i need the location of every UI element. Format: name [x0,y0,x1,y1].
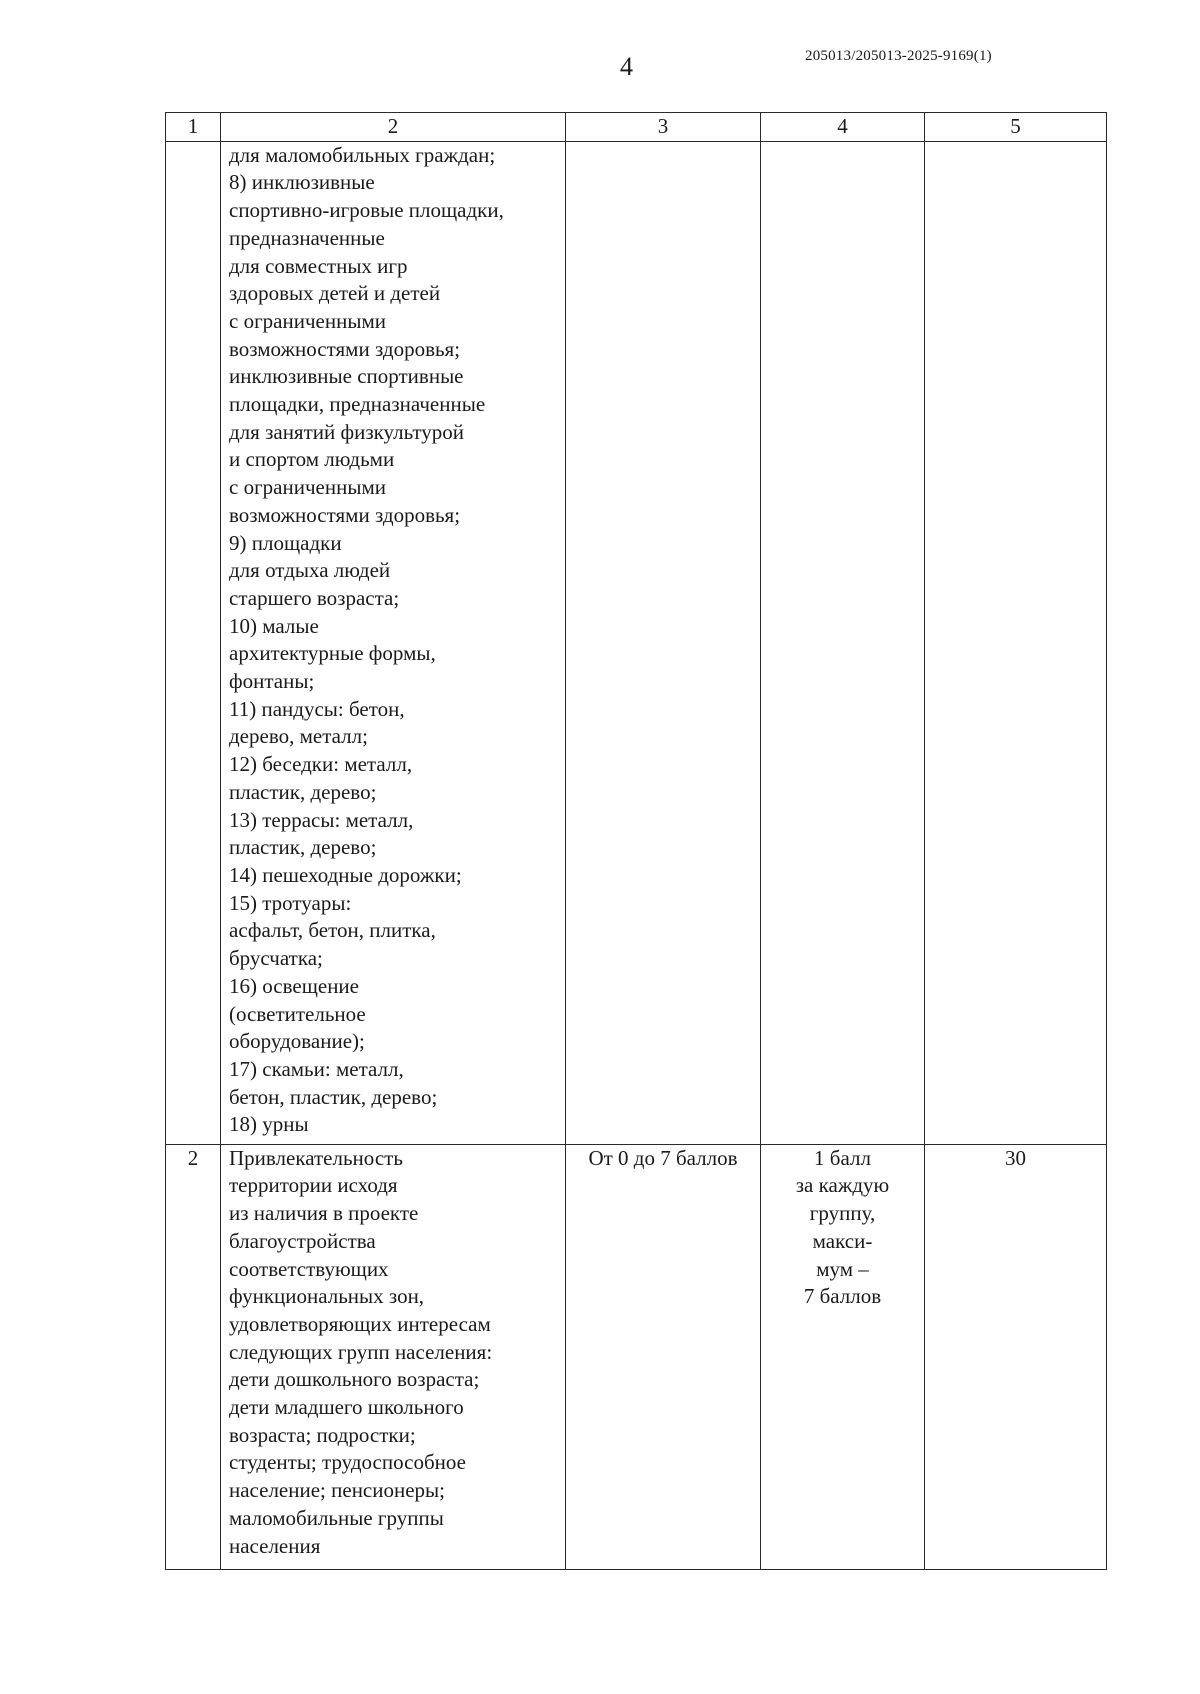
description-line: 12) беседки: металл, [229,752,413,777]
description-line: бетон, пластик, дерево; [229,1084,438,1109]
description-line: соответствующих [229,1256,389,1281]
score-rule-line: группу, [809,1201,876,1226]
description-line: с ограниченными [229,308,386,333]
description-line: площадки, предназначенные [229,392,486,417]
column-header-5: 5 [925,113,1107,142]
description-line: 10) малые [229,613,319,638]
description-line: студенты; трудоспособное [229,1450,466,1475]
column-header-1: 1 [166,113,221,142]
row-2-number: 2 [166,1144,221,1569]
description-line: маломобильные группы [229,1505,444,1530]
row-2-score-rule [761,1144,925,1569]
description-line: 8) инклюзивные [229,170,375,195]
page-number: 4 [620,52,633,81]
table-row-2 [166,1144,1107,1569]
description-line: 17) скамьи: металл, [229,1056,404,1081]
description-line: с ограниченными [229,475,386,500]
description-line: 13) террасы: металл, [229,807,414,832]
description-line: инклюзивные спортивные [229,364,464,389]
description-line: дерево, металл; [229,724,368,749]
description-line: фонтаны; [229,669,315,694]
column-header-3: 3 [566,113,761,142]
description-line: следующих групп населения: [229,1339,493,1364]
description-line: 15) тротуары: [229,890,352,915]
description-line: 14) пешеходные дорожки; [229,862,462,887]
description-line: Привлекательность [229,1145,403,1170]
description-line: дети младшего школьного [229,1395,464,1420]
row-2-weight: 30 [925,1144,1107,1569]
description-line: территории исходя [229,1173,398,1198]
description-line: возможностями здоровья; [229,502,461,527]
description-line: пластик, дерево; [229,835,377,860]
description-line: (осветительное [229,1001,366,1026]
document-id: 205013/205013-2025-9169(1) [805,48,992,64]
description-line: для занятий физкультурой [229,419,465,444]
row-continued-col5 [925,141,1107,1144]
row-continued-col1 [166,141,221,1144]
row-continued-description [221,141,566,1144]
description-line: для отдыха людей [229,558,391,583]
row-2-description [221,1144,566,1569]
column-header-4: 4 [761,113,925,142]
description-line: 18) урны [229,1112,309,1137]
description-line: старшего возраста; [229,585,400,610]
row-2-score-range: От 0 до 7 баллов [566,1144,761,1569]
score-rule-line: за каждую [795,1173,890,1198]
description-line: для маломобильных граждан; [229,142,496,167]
description-line: пластик, дерево; [229,779,377,804]
description-line: благоустройства [229,1228,376,1253]
description-line: оборудование); [229,1029,365,1054]
score-rule-line: мум – [816,1256,869,1281]
score-rule-line: 7 баллов [803,1284,882,1309]
description-line: из наличия в проекте [229,1201,419,1226]
description-line: возможностями здоровья; [229,336,461,361]
description-line: население; пенсионеры; [229,1478,445,1503]
row-continued-col4 [761,141,925,1144]
description-line: спортивно-игровые площадки, [229,198,504,223]
description-line: 16) освещение [229,973,359,998]
score-rule-line: 1 балл [814,1145,871,1170]
description-line: 9) площадки [229,530,342,555]
description-line: предназначенные [229,225,385,250]
description-line: населения [229,1533,321,1558]
description-line: асфальт, бетон, плитка, [229,918,436,943]
criteria-table [165,112,1107,1570]
description-line: 11) пандусы: бетон, [229,696,405,721]
description-line: для совместных игр [229,253,408,278]
description-line: возраста; подростки; [229,1422,416,1447]
description-line: дети дошкольного возраста; [229,1367,480,1392]
table-header-row [166,113,1107,142]
description-line: и спортом людьми [229,447,395,472]
description-line: архитектурные формы, [229,641,436,666]
column-header-2: 2 [221,113,566,142]
score-rule-line: макси- [812,1228,873,1253]
description-line: функциональных зон, [229,1284,425,1309]
table-row-continued [166,141,1107,1144]
description-line: удовлетворяющих интересам [229,1311,491,1336]
description-line: брусчатка; [229,946,323,971]
row-continued-col3 [566,141,761,1144]
description-line: здоровых детей и детей [229,281,441,306]
